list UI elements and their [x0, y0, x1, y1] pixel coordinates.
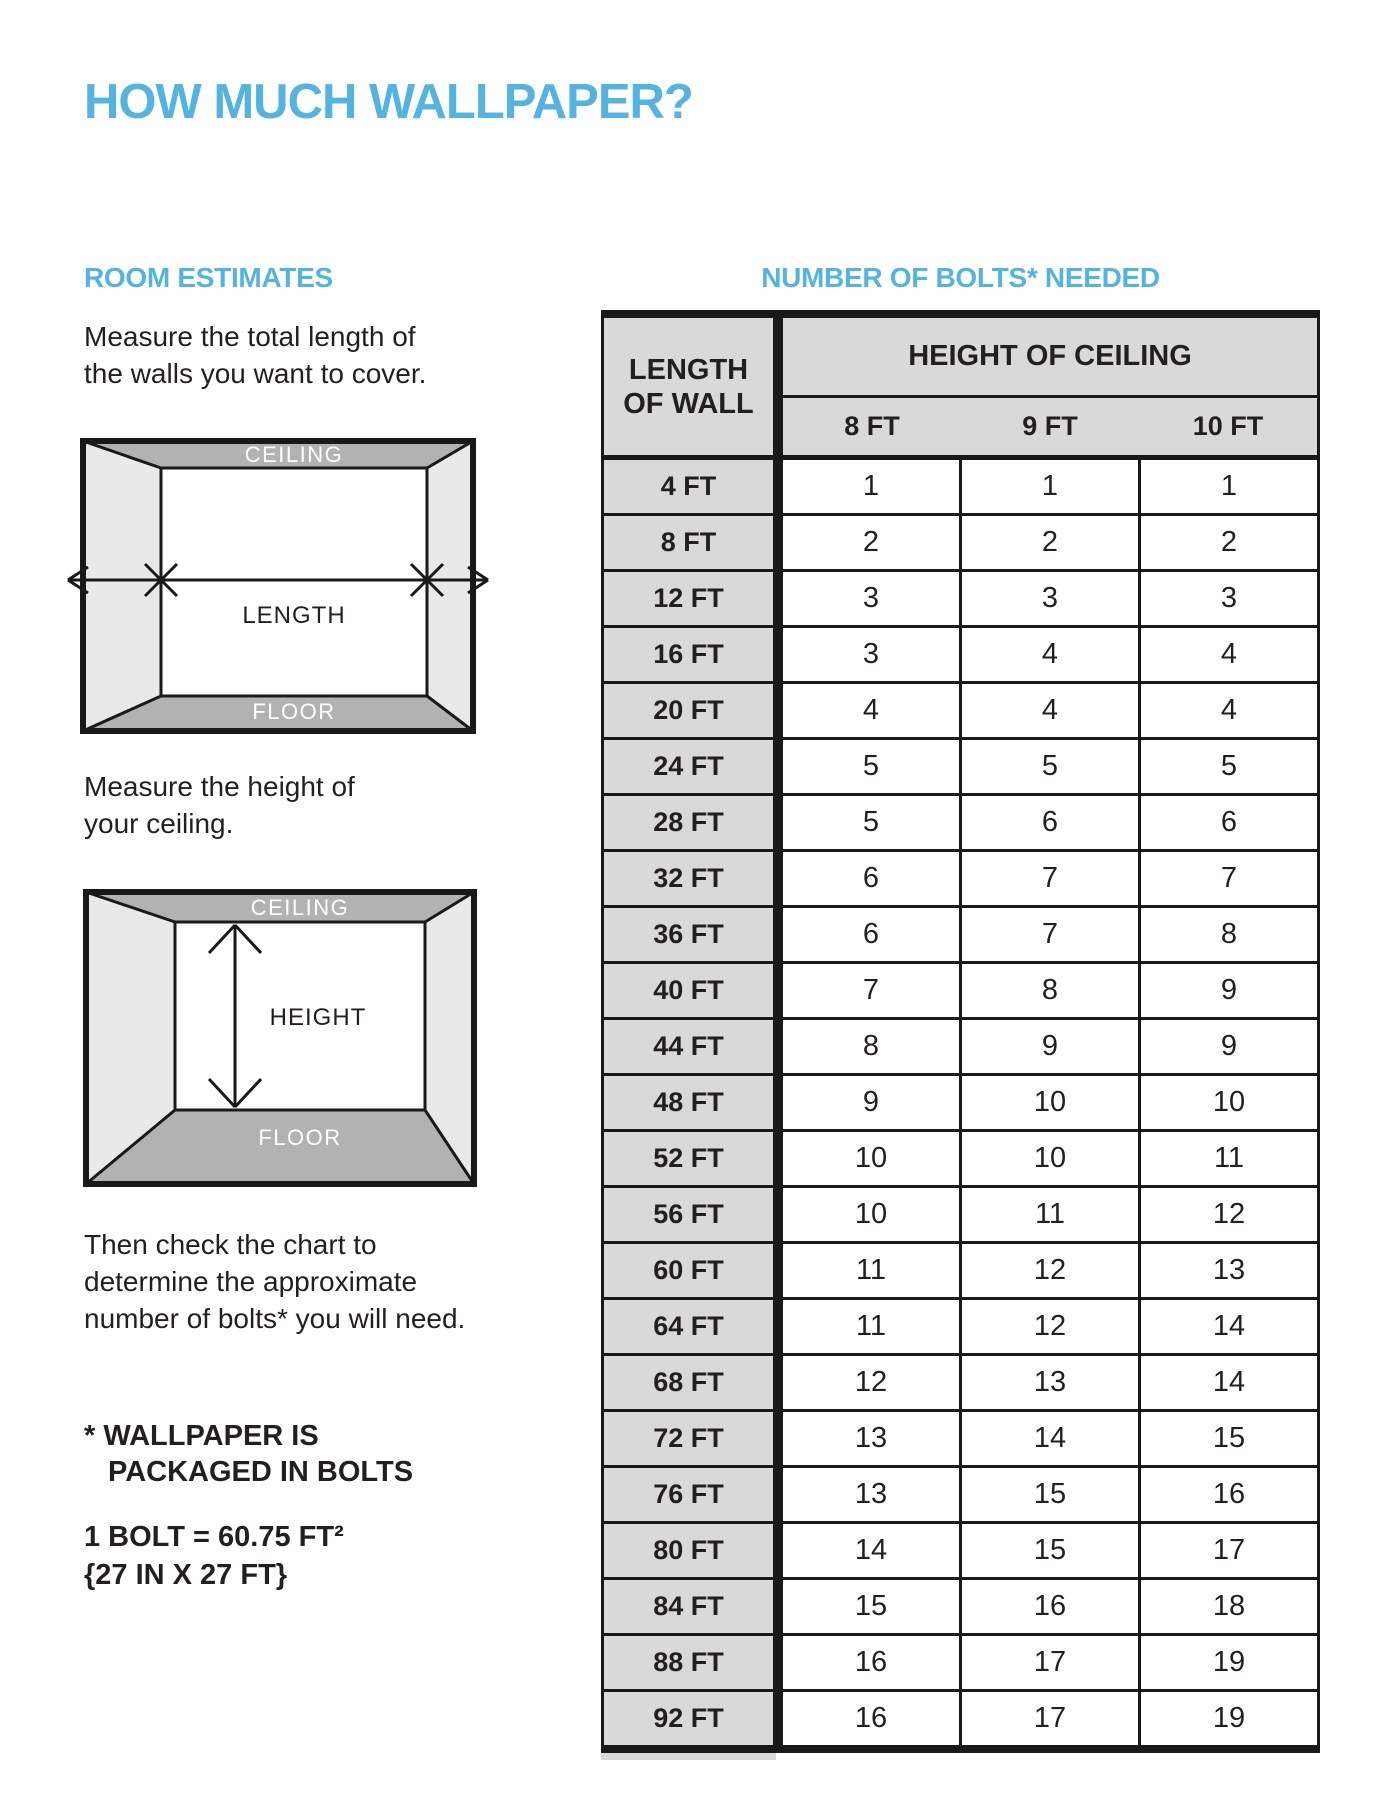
footnote-line: PACKAGED IN BOLTS: [108, 1456, 414, 1488]
row-label-cell: 72 FT: [601, 1412, 773, 1465]
value-cell-9ft: 9: [962, 1020, 1141, 1073]
table-row: [601, 1132, 1320, 1188]
ceiling-height-header-group: [783, 318, 1320, 455]
row-divider-bar: [773, 796, 783, 849]
value-cell-9ft: 13: [962, 1356, 1141, 1409]
row-divider-bar: [773, 1468, 783, 1521]
row-divider-bar: [773, 1076, 783, 1129]
value-cell-8ft: 3: [783, 628, 962, 681]
row-label-cell: 92 FT: [601, 1692, 773, 1745]
value-cell-10ft: 5: [1141, 740, 1320, 793]
table-bottom-border: [601, 1745, 1320, 1753]
value-cell-10ft: 10: [1141, 1076, 1320, 1129]
row-divider-bar: [773, 516, 783, 569]
value-cell-8ft: 3: [783, 572, 962, 625]
bolts-needed-table: [601, 310, 1320, 1760]
value-cell-9ft: 7: [962, 908, 1141, 961]
value-cell-8ft: 16: [783, 1636, 962, 1689]
row-label-cell: 56 FT: [601, 1188, 773, 1241]
row-divider-bar: [773, 684, 783, 737]
row-label-cell: 76 FT: [601, 1468, 773, 1521]
left-wall-surface: [83, 441, 161, 731]
value-cell-10ft: 7: [1141, 852, 1320, 905]
table-row: [601, 1356, 1320, 1412]
row-divider-bar: [773, 964, 783, 1017]
row-divider-bar: [773, 1300, 783, 1353]
value-cell-9ft: 14: [962, 1412, 1141, 1465]
row-divider-bar: [773, 1524, 783, 1577]
corner-header-line: OF WALL: [623, 387, 754, 420]
value-cell-8ft: 10: [783, 1132, 962, 1185]
value-cell-8ft: 1: [783, 460, 962, 513]
value-cell-9ft: 12: [962, 1300, 1141, 1353]
value-cell-9ft: 17: [962, 1636, 1141, 1689]
instruction-line: Then check the chart to: [84, 1229, 377, 1260]
instruction-line: determine the approximate: [84, 1266, 418, 1297]
row-label-cell: 88 FT: [601, 1636, 773, 1689]
ceiling-label: CEILING: [250, 895, 350, 920]
value-cell-10ft: 15: [1141, 1412, 1320, 1465]
length-label: LENGTH: [242, 602, 346, 629]
table-row: [601, 796, 1320, 852]
table-row: [601, 1412, 1320, 1468]
value-cell-8ft: 5: [783, 740, 962, 793]
row-label-cell: 32 FT: [601, 852, 773, 905]
ceiling-label: CEILING: [244, 442, 344, 467]
room-diagram-length: [66, 438, 490, 734]
row-label-cell: 28 FT: [601, 796, 773, 849]
table-corner-header: [601, 318, 773, 455]
table-gray-stub: [601, 1753, 776, 1760]
table-row: [601, 628, 1320, 684]
value-cell-10ft: 17: [1141, 1524, 1320, 1577]
row-divider-bar: [773, 908, 783, 961]
value-cell-9ft: 7: [962, 852, 1141, 905]
row-label-cell: 80 FT: [601, 1524, 773, 1577]
row-divider-bar: [773, 1244, 783, 1297]
floor-label: FLOOR: [252, 699, 336, 724]
value-cell-8ft: 16: [783, 1692, 962, 1745]
header-divider-bar: [773, 318, 783, 455]
value-cell-8ft: 9: [783, 1076, 962, 1129]
section-heading-room-estimates: ROOM ESTIMATES: [84, 262, 333, 293]
row-divider-bar: [773, 628, 783, 681]
table-row: [601, 516, 1320, 572]
table-row: [601, 1076, 1320, 1132]
value-cell-8ft: 6: [783, 852, 962, 905]
value-cell-9ft: 5: [962, 740, 1141, 793]
row-label-cell: 64 FT: [601, 1300, 773, 1353]
value-cell-9ft: 6: [962, 796, 1141, 849]
value-cell-10ft: 14: [1141, 1356, 1320, 1409]
value-cell-10ft: 13: [1141, 1244, 1320, 1297]
row-divider-bar: [773, 572, 783, 625]
table-row: [601, 740, 1320, 796]
value-cell-10ft: 11: [1141, 1132, 1320, 1185]
instruction-check-chart: [84, 1226, 465, 1337]
value-cell-9ft: 15: [962, 1524, 1141, 1577]
floor-label: FLOOR: [258, 1125, 342, 1150]
row-label-cell: 20 FT: [601, 684, 773, 737]
value-cell-10ft: 19: [1141, 1636, 1320, 1689]
instruction-line: number of bolts* you will need.: [84, 1303, 466, 1334]
value-cell-8ft: 14: [783, 1524, 962, 1577]
row-divider-bar: [773, 1636, 783, 1689]
value-cell-9ft: 10: [962, 1132, 1141, 1185]
bolt-size-line: 1 BOLT = 60.75 FT²: [84, 1521, 344, 1553]
table-row: [601, 1524, 1320, 1580]
row-label-cell: 24 FT: [601, 740, 773, 793]
value-cell-9ft: 17: [962, 1692, 1141, 1745]
value-cell-10ft: 9: [1141, 964, 1320, 1017]
value-cell-10ft: 1: [1141, 460, 1320, 513]
table-row: [601, 1636, 1320, 1692]
table-row: [601, 460, 1320, 516]
value-cell-9ft: 3: [962, 572, 1141, 625]
back-wall-surface: [161, 468, 427, 696]
value-cell-10ft: 8: [1141, 908, 1320, 961]
instruction-line: Measure the height of: [84, 771, 355, 802]
value-cell-8ft: 13: [783, 1468, 962, 1521]
row-label-cell: 48 FT: [601, 1076, 773, 1129]
row-label-cell: 40 FT: [601, 964, 773, 1017]
value-cell-8ft: 12: [783, 1356, 962, 1409]
bolt-size-line: {27 IN X 27 FT}: [84, 1559, 288, 1591]
row-label-cell: 52 FT: [601, 1132, 773, 1185]
value-cell-8ft: 7: [783, 964, 962, 1017]
value-cell-8ft: 15: [783, 1580, 962, 1633]
value-cell-8ft: 5: [783, 796, 962, 849]
instruction-line: your ceiling.: [84, 808, 234, 839]
wallpaper-bolts-footnote: [84, 1418, 413, 1490]
row-label-cell: 68 FT: [601, 1356, 773, 1409]
table-row: [601, 572, 1320, 628]
table-row: [601, 1244, 1320, 1300]
row-label-cell: 84 FT: [601, 1580, 773, 1633]
table-header: [601, 318, 1320, 455]
footnote-line: * WALLPAPER IS: [84, 1420, 319, 1452]
room-diagram-height: [83, 889, 477, 1187]
row-label-cell: 8 FT: [601, 516, 773, 569]
row-divider-bar: [773, 460, 783, 513]
value-cell-10ft: 4: [1141, 684, 1320, 737]
value-cell-10ft: 4: [1141, 628, 1320, 681]
value-cell-9ft: 12: [962, 1244, 1141, 1297]
value-cell-9ft: 10: [962, 1076, 1141, 1129]
row-divider-bar: [773, 1580, 783, 1633]
column-header-9ft: 9 FT: [1022, 411, 1078, 441]
value-cell-9ft: 15: [962, 1468, 1141, 1521]
value-cell-10ft: 3: [1141, 572, 1320, 625]
row-divider-bar: [773, 852, 783, 905]
table-row: [601, 1692, 1320, 1745]
value-cell-9ft: 11: [962, 1188, 1141, 1241]
table-top-border: [601, 310, 1320, 318]
value-cell-10ft: 18: [1141, 1580, 1320, 1633]
instruction-line: Measure the total length of: [84, 321, 416, 352]
value-cell-8ft: 8: [783, 1020, 962, 1073]
value-cell-10ft: 9: [1141, 1020, 1320, 1073]
value-cell-10ft: 14: [1141, 1300, 1320, 1353]
col-group-header: HEIGHT OF CEILING: [783, 318, 1317, 395]
table-row: [601, 964, 1320, 1020]
value-cell-9ft: 4: [962, 684, 1141, 737]
value-cell-8ft: 2: [783, 516, 962, 569]
value-cell-9ft: 16: [962, 1580, 1141, 1633]
value-cell-8ft: 13: [783, 1412, 962, 1465]
value-cell-10ft: 19: [1141, 1692, 1320, 1745]
row-label-cell: 44 FT: [601, 1020, 773, 1073]
instruction-measure-length: [84, 318, 426, 392]
table-row: [601, 1188, 1320, 1244]
instruction-measure-height: [84, 768, 355, 842]
row-divider-bar: [773, 1188, 783, 1241]
row-divider-bar: [773, 1132, 783, 1185]
row-divider-bar: [773, 740, 783, 793]
value-cell-10ft: 6: [1141, 796, 1320, 849]
value-cell-8ft: 6: [783, 908, 962, 961]
table-row: [601, 1300, 1320, 1356]
column-header-8ft: 8 FT: [844, 411, 900, 441]
table-row: [601, 1020, 1320, 1076]
value-cell-8ft: 11: [783, 1300, 962, 1353]
table-row: [601, 852, 1320, 908]
row-divider-bar: [773, 1020, 783, 1073]
row-label-cell: 36 FT: [601, 908, 773, 961]
value-cell-10ft: 2: [1141, 516, 1320, 569]
table-row: [601, 908, 1320, 964]
row-divider-bar: [773, 1412, 783, 1465]
table-heading-number-of-bolts: NUMBER OF BOLTS* NEEDED: [761, 262, 1160, 293]
value-cell-10ft: 16: [1141, 1468, 1320, 1521]
column-header-row: [783, 398, 1317, 455]
row-divider-bar: [773, 1692, 783, 1745]
value-cell-9ft: 1: [962, 460, 1141, 513]
value-cell-8ft: 11: [783, 1244, 962, 1297]
page-title: HOW MUCH WALLPAPER?: [84, 75, 693, 129]
row-label-cell: 12 FT: [601, 572, 773, 625]
value-cell-9ft: 4: [962, 628, 1141, 681]
column-header-10ft: 10 FT: [1192, 411, 1264, 441]
row-label-cell: 60 FT: [601, 1244, 773, 1297]
row-label-cell: 4 FT: [601, 460, 773, 513]
row-divider-bar: [773, 1356, 783, 1409]
row-label-cell: 16 FT: [601, 628, 773, 681]
value-cell-9ft: 2: [962, 516, 1141, 569]
value-cell-10ft: 12: [1141, 1188, 1320, 1241]
value-cell-8ft: 10: [783, 1188, 962, 1241]
table-row: [601, 684, 1320, 740]
bolt-size-info: [84, 1518, 344, 1594]
table-row: [601, 1468, 1320, 1524]
table-body: [601, 460, 1320, 1745]
value-cell-8ft: 4: [783, 684, 962, 737]
value-cell-9ft: 8: [962, 964, 1141, 1017]
table-row: [601, 1580, 1320, 1636]
height-label: HEIGHT: [269, 1004, 367, 1031]
instruction-line: the walls you want to cover.: [84, 358, 427, 389]
corner-header-line: LENGTH: [628, 353, 749, 386]
